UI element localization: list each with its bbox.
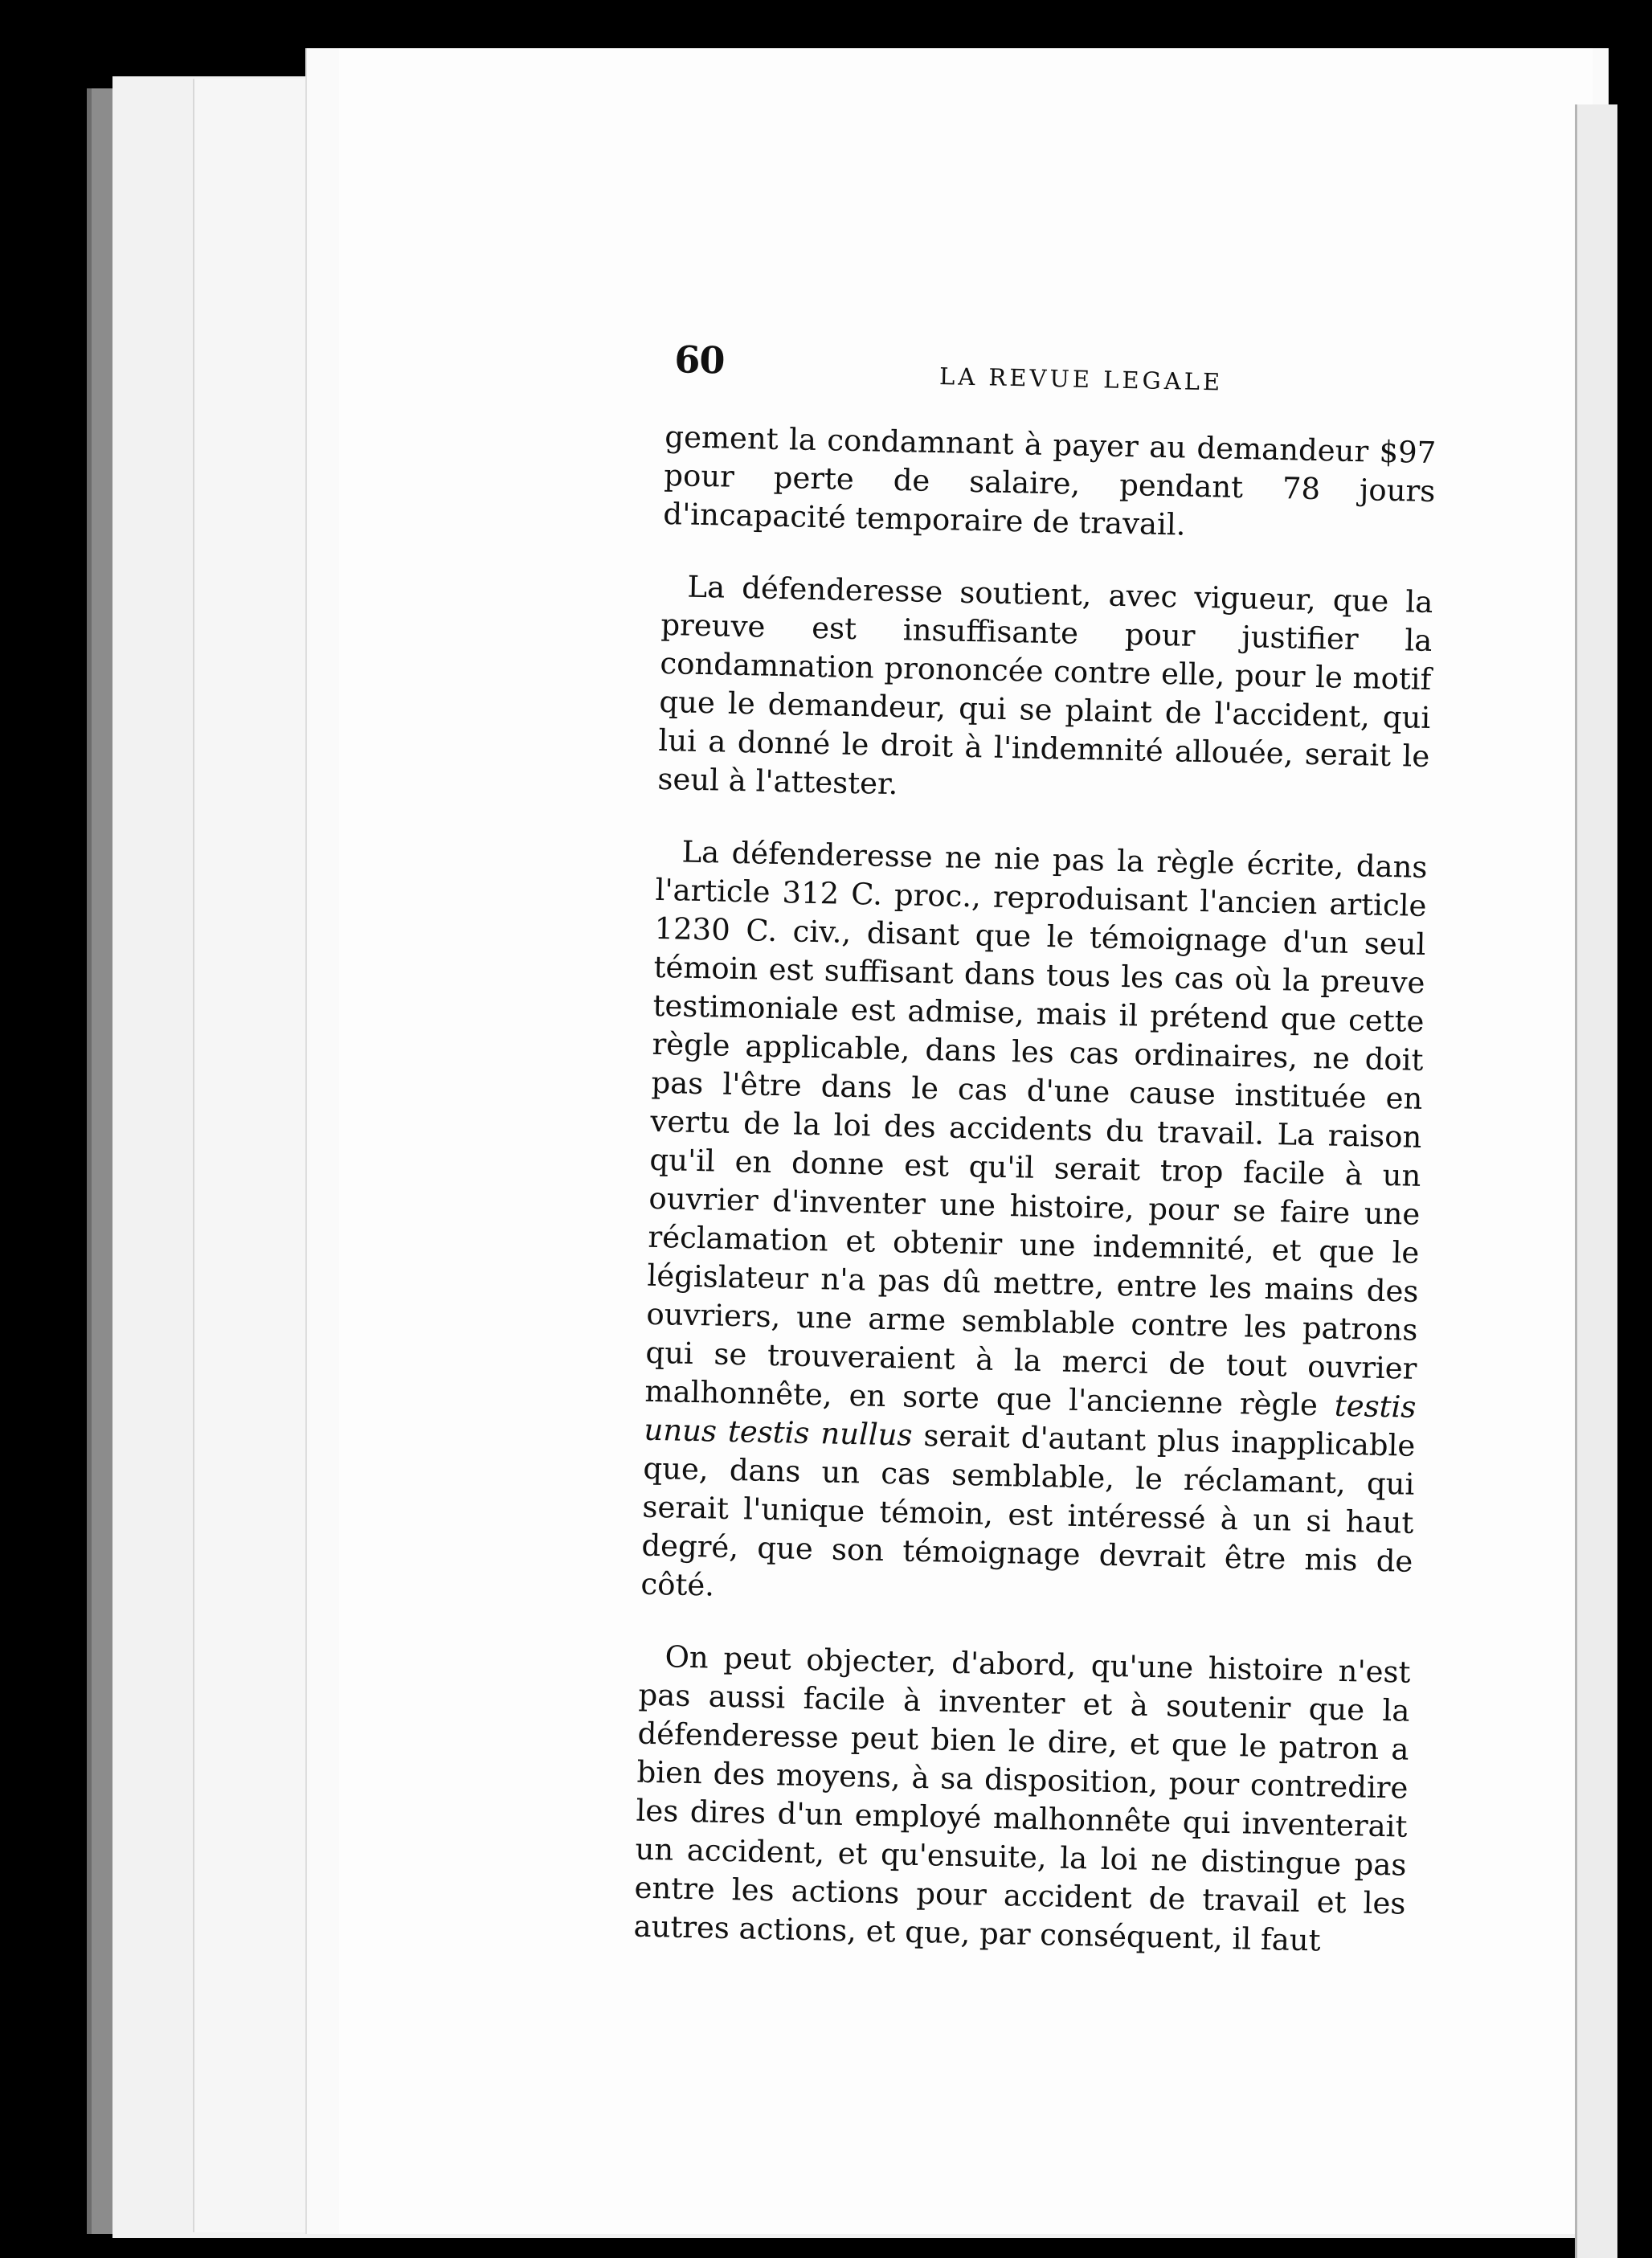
latin-maxim: testis unus testis nullus [644, 1388, 1417, 1453]
page-text-block [632, 337, 1438, 1996]
paragraph-1: gement la condamnant à payer au demandeur $97 pour perte de salaire, pendant 78 jours d'incapacité temporaire de travail. [662, 419, 1437, 542]
page-right-edge [1575, 104, 1617, 2258]
paragraph-3-text-before: La défenderesse ne nie pas la règle écrite, dans l'article 312 C. proc., reproduisant l'ancien article 1230 C. civ., disant que le témoignage d'un seul témoin est suffisant dans tous les cas où la preuve testimoniale est admise, mais il prétend que cette règle applicable, dans les cas ordinaires, ne doit pas l'être dans le cas d'une cause instituée en vertu de la loi des accidents du travail. La raison qu'il en donne est qu'il serait trop facile à un ouvrier d'inventer une histoire, pour se faire une réclamation et obtenir une indemnité, et que le législateur n'a pas dû mettre, entre les mains des ouvriers, une arme semblable contre les patrons qui se trouveraient à la merci de tout ouvrier malhonnête, en sorte que l'ancienne règle [644, 834, 1428, 1423]
running-title: LA REVUE LEGALE [938, 362, 1224, 396]
paragraph-4: On peut objecter, d'abord, qu'une histoire n'est pas aussi facile à inventer et à soutenir que la défenderesse peut bien le dire, et que le patron a bien des moyens, à sa disposition, pour contredire les dires d'un employé malhonnête qui inventerait un accident, et qu'ensuite, la loi ne distingue pas entre les actions pour accident de travail et les autres actions, et que, par conséquent, il faut [633, 1639, 1411, 1958]
paragraph-3 [640, 832, 1428, 1620]
paragraph-3-text-after: serait d'autant plus inapplicable que, dans un cas semblable, le réclamant, qui serait l'unique témoin, est intéressé à un si haut degré, que son témoignage devrait être mis de côté. [640, 1417, 1416, 1603]
page-header [665, 337, 1438, 434]
page-number: 60 [673, 337, 725, 382]
paragraph-2: La défenderesse soutient, avec vigueur, que la preuve est insuffisante pour justifier la condamnation prononcée contre elle, pour le motif que le demandeur, qui se plaint de l'accident, qui lui a donné le droit à l'indemnité allouée, serait le seul à l'attester. [657, 569, 1433, 802]
